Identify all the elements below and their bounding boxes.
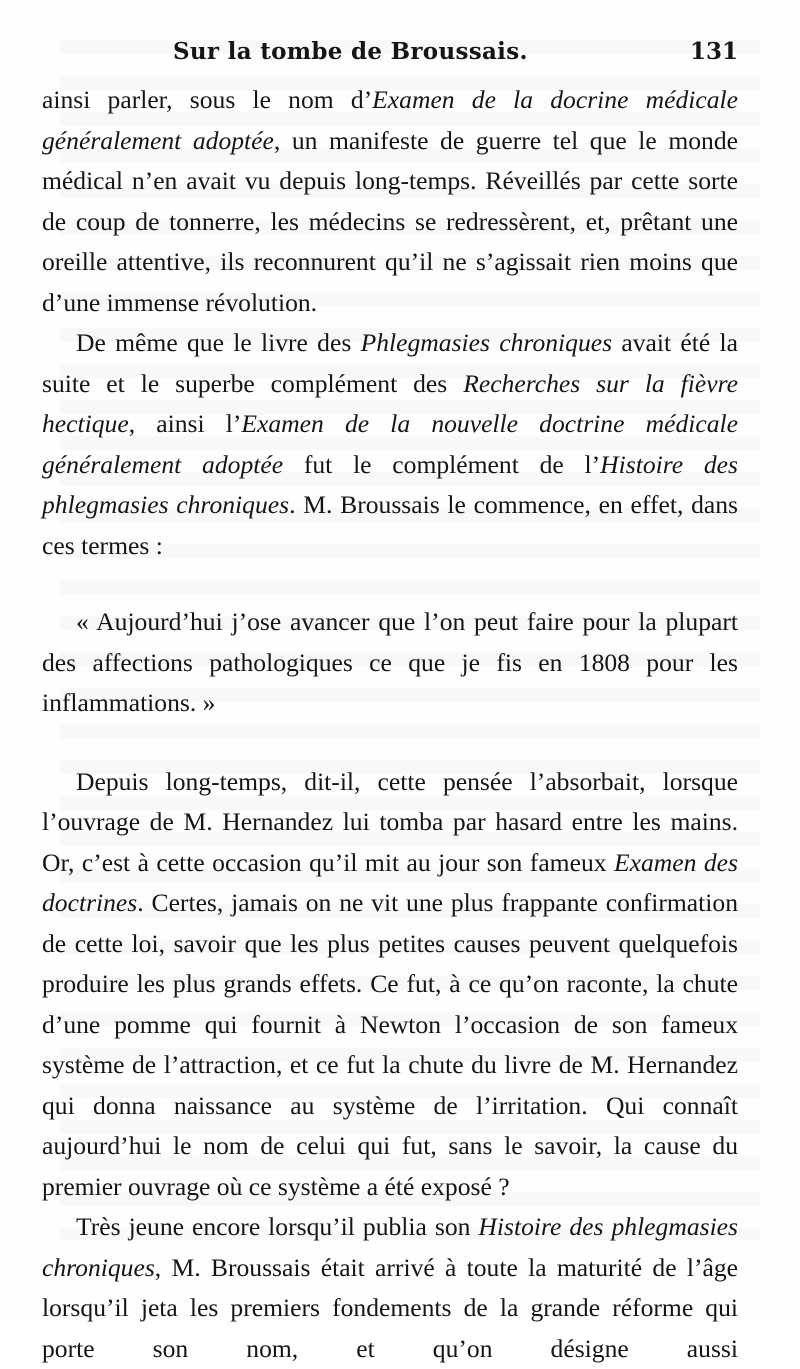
text-run: , M. Broussais était arrivé à toute la maturité de l’âge lorsqu’il jeta les premiers fondements de la grande réforme qui porte son nom, et qu’on désigne aussi	[42, 1252, 738, 1363]
italic-title: Recherches sur la fièvre hectique	[42, 368, 738, 438]
text-run: . Certes, jamais on ne vit une plus frappante confirmation de cette loi, savoir que les plus petites causes peuvent quelquefois produire les plus grands effets. Ce fut, à ce qu’on raconte, la chute d’une pomme qui fournit à Newton l’occasion de son fameux système de l’attraction, et ce fut la chute du livre de M. Hernandez qui donna naissance au système de l’irritation. Qui connaît aujourd’hui le nom de celui qui fut, sans le savoir, la cause du premier ouvrage où ce système a été exposé ?	[42, 888, 738, 1201]
italic-title: Examen des doctrines	[42, 847, 738, 917]
text-run: , ainsi l’	[128, 409, 242, 438]
paragraph	[42, 323, 738, 566]
italic-title: Histoire des phlegmasies chroniques	[42, 449, 738, 519]
text-run: avait été la suite et le superbe complément des	[42, 328, 738, 398]
text-run: De même que le livre des	[76, 328, 361, 357]
text-run: « Aujourd’hui j’ose avancer que l’on peut faire pour la plupart des affections pathologiques ce que je fis en 1808 pour les inflammations. »	[42, 607, 738, 717]
paragraph	[42, 80, 738, 323]
italic-title: Examen de la docrine médicale généralement adoptée	[42, 85, 738, 155]
italic-title: Phlegmasies chroniques	[360, 328, 613, 357]
paragraph	[42, 1207, 738, 1369]
italic-title: Examen de la nouvelle doctrine médicale généralement adoptée	[42, 409, 738, 479]
text-run: fut le complément de l’	[283, 449, 601, 479]
text-run: . M. Broussais le commence, en effet, dans ces termes :	[42, 490, 739, 560]
text-run: Depuis long-temps, dit-il, cette pensée l’absorbait, lorsque l’ouvrage de M. Hernandez lui tomba par hasard entre les mains. Or, c’est à cette occasion qu’il mit au jour son fameux	[42, 766, 738, 877]
running-title: Sur la tombe de Broussais.	[173, 38, 528, 65]
page-header	[173, 38, 738, 72]
text-run: ainsi parler, sous le nom d’	[42, 85, 373, 114]
paragraph	[42, 762, 738, 1208]
page-number: 131	[689, 38, 738, 65]
body-text	[42, 80, 738, 1369]
text-run: , un manifeste de guerre tel que le monde médical n’en avait vu depuis long-temps. Réveillés par cette sorte de coup de tonnerre, les médecins se redressèrent, et, prêtant une oreille attentive, ils reconnurent qu’il ne s’agissait rien moins que d’une immense révolution.	[42, 125, 738, 317]
text-run: Très jeune encore lorsqu’il publia son	[76, 1212, 479, 1241]
quotation	[42, 602, 738, 724]
italic-title: Histoire des phlegmasies chroniques	[42, 1212, 739, 1282]
